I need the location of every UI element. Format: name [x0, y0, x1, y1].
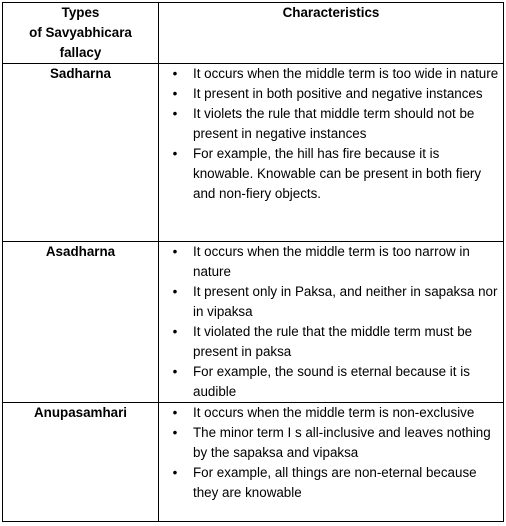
characteristics-list — [159, 64, 503, 204]
list-item-text: It occurs when the middle term is too wide in nature — [193, 66, 499, 81]
list-item — [172, 282, 499, 322]
list-item — [172, 423, 499, 463]
header-types — [3, 3, 159, 64]
characteristics-cell — [159, 64, 504, 242]
list-item-text: For example, the hill has fire because it is knowable. Knowable can be present in both fiery and non-fiery objects. — [193, 146, 482, 201]
characteristics-cell — [159, 242, 504, 403]
list-item — [172, 64, 499, 84]
list-item-text: It present only in Paksa, and neither in sapaksa nor in vipaksa — [193, 284, 498, 319]
list-item-text: It violets the rule that middle term should not be present in negative instances — [193, 106, 475, 141]
type-name-anupasamhari: Anupasamhari — [3, 403, 159, 522]
type-name-asadharna: Asadharna — [3, 242, 159, 403]
header-row — [3, 3, 504, 64]
bullet-icon: • — [172, 284, 178, 299]
list-item-text: For example, all things are non-eternal because they are knowable — [193, 465, 477, 500]
characteristics-list — [159, 242, 503, 402]
bullet-icon: • — [172, 106, 178, 121]
header-characteristics: Characteristics — [159, 3, 504, 64]
header-types-line-3: fallacy — [59, 45, 102, 60]
list-item-text: The minor term I s all-inclusive and leaves nothing by the sapaksa and vipaksa — [193, 425, 491, 460]
bullet-icon: • — [172, 244, 178, 259]
type-name-sadharna: Sadharna — [3, 64, 159, 242]
characteristics-list — [159, 403, 503, 503]
header-types-line-1: Types — [61, 5, 100, 20]
list-item-text: It occurs when the middle term is too narrow in nature — [193, 244, 470, 279]
list-item-text: For example, the sound is eternal because it is audible — [193, 364, 470, 399]
list-item — [172, 104, 499, 144]
header-types-line-2: of Savyabhicara — [29, 25, 132, 40]
bullet-icon: • — [172, 364, 178, 379]
table-row — [3, 64, 504, 242]
list-item-text: It present in both positive and negative instances — [193, 86, 483, 101]
list-item-text: It violated the rule that the middle term must be present in paksa — [193, 324, 473, 359]
bullet-icon: • — [172, 86, 178, 101]
list-item-text: It occurs when the middle term is non-exclusive — [193, 405, 475, 420]
characteristics-cell — [159, 403, 504, 522]
list-item — [172, 242, 499, 282]
savyabhicara-fallacy-table — [2, 2, 504, 522]
bullet-icon: • — [172, 324, 178, 339]
table-row — [3, 403, 504, 522]
list-item — [172, 144, 499, 204]
list-item — [172, 362, 499, 402]
list-item — [172, 463, 499, 503]
list-item — [172, 84, 499, 104]
list-item — [172, 322, 499, 362]
table-row — [3, 242, 504, 403]
bullet-icon: • — [172, 465, 178, 480]
bullet-icon: • — [172, 146, 178, 161]
bullet-icon: • — [172, 405, 178, 420]
bullet-icon: • — [172, 425, 178, 440]
bullet-icon: • — [172, 66, 178, 81]
list-item — [172, 403, 499, 423]
